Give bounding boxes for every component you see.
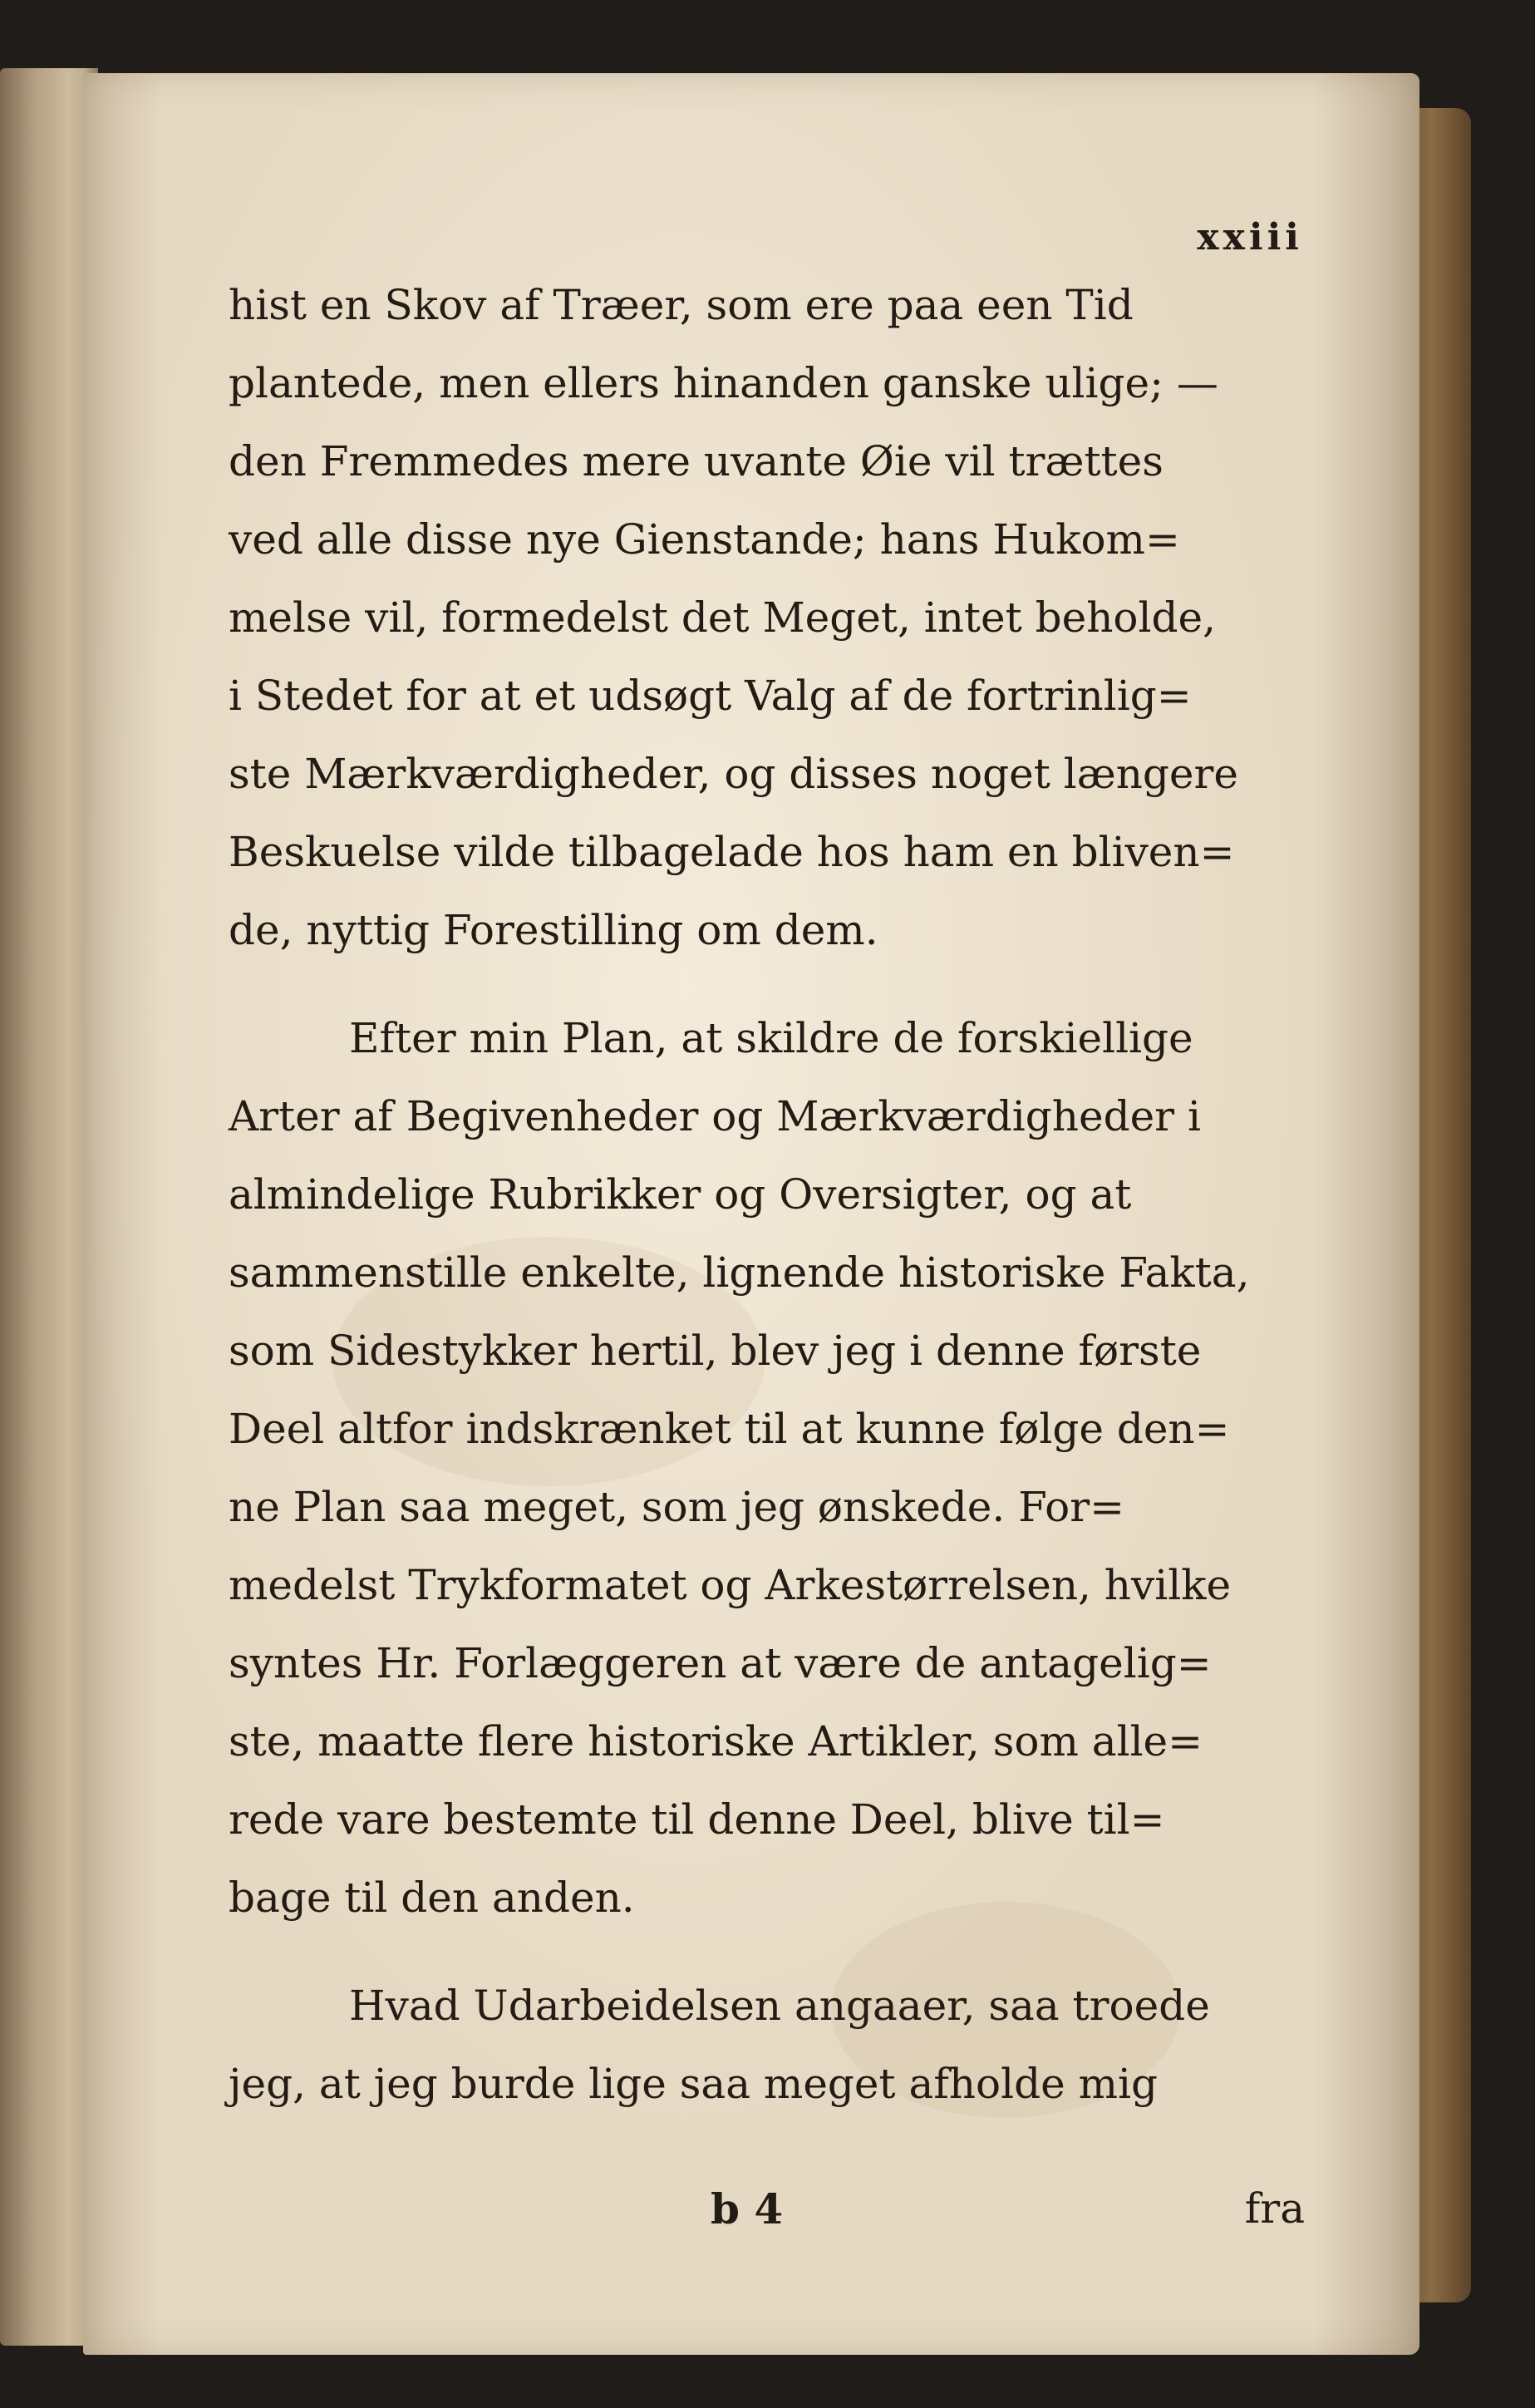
paragraph-3 xyxy=(229,1967,1305,2123)
text-line: medelst Trykformatet og Arkestørrelsen, hvilke xyxy=(229,1561,1232,1609)
text-line: ved alle disse nye Gienstande; hans Hukom= xyxy=(229,515,1180,564)
text-line: Deel altfor indskrænket til at kunne følge den= xyxy=(229,1405,1230,1453)
paragraph-1 xyxy=(229,266,1305,969)
text-line: ste Mærkværdigheder, og disses noget længere xyxy=(229,750,1238,798)
text-line: almindelige Rubrikker og Oversigter, og at xyxy=(229,1170,1132,1219)
page-text xyxy=(229,266,1305,2123)
paragraph-2 xyxy=(229,999,1305,1937)
text-line: sammenstille enkelte, lignende historiske Fakta, xyxy=(229,1248,1250,1297)
text-line: jeg, at jeg burde lige saa meget afholde mig xyxy=(229,2060,1159,2108)
text-line: rede vare bestemte til denne Deel, blive til= xyxy=(229,1795,1165,1844)
text-line: ste, maatte flere historiske Artikler, som alle= xyxy=(229,1717,1203,1765)
text-line: syntes Hr. Forlæggeren at være de antagelig= xyxy=(229,1639,1212,1687)
text-line: de, nyttig Forestilling om dem. xyxy=(229,906,878,954)
text-line: hist en Skov af Træer, som ere paa een Tid xyxy=(229,281,1134,329)
catchword: fra xyxy=(1244,2184,1305,2233)
text-line: Beskuelse vilde tilbagelade hos ham en bliven= xyxy=(229,828,1235,876)
signature-mark: b 4 xyxy=(711,2184,784,2233)
text-line: som Sidestykker hertil, blev jeg i denne første xyxy=(229,1327,1202,1375)
text-line: melse vil, formedelst det Meget, intet beholde, xyxy=(229,593,1216,642)
text-line: Efter min Plan, at skildre de forskiellige xyxy=(349,1014,1193,1062)
page-footer xyxy=(229,2184,1305,2251)
running-head-page-number: xxiii xyxy=(1197,216,1303,259)
text-line: bage til den anden. xyxy=(229,1874,635,1922)
book-page xyxy=(83,73,1419,2355)
text-line: plantede, men ellers hinanden ganske ulige; — xyxy=(229,359,1218,407)
text-line: Arter af Begivenheder og Mærkværdigheder i xyxy=(229,1092,1201,1140)
text-line: den Fremmedes mere uvante Øie vil trættes xyxy=(229,437,1164,485)
text-line: Hvad Udarbeidelsen angaaer, saa troede xyxy=(349,1982,1210,2030)
text-line: ne Plan saa meget, som jeg ønskede. For= xyxy=(229,1483,1125,1531)
text-line: i Stedet for at et udsøgt Valg af de fortrinlig= xyxy=(229,672,1192,720)
